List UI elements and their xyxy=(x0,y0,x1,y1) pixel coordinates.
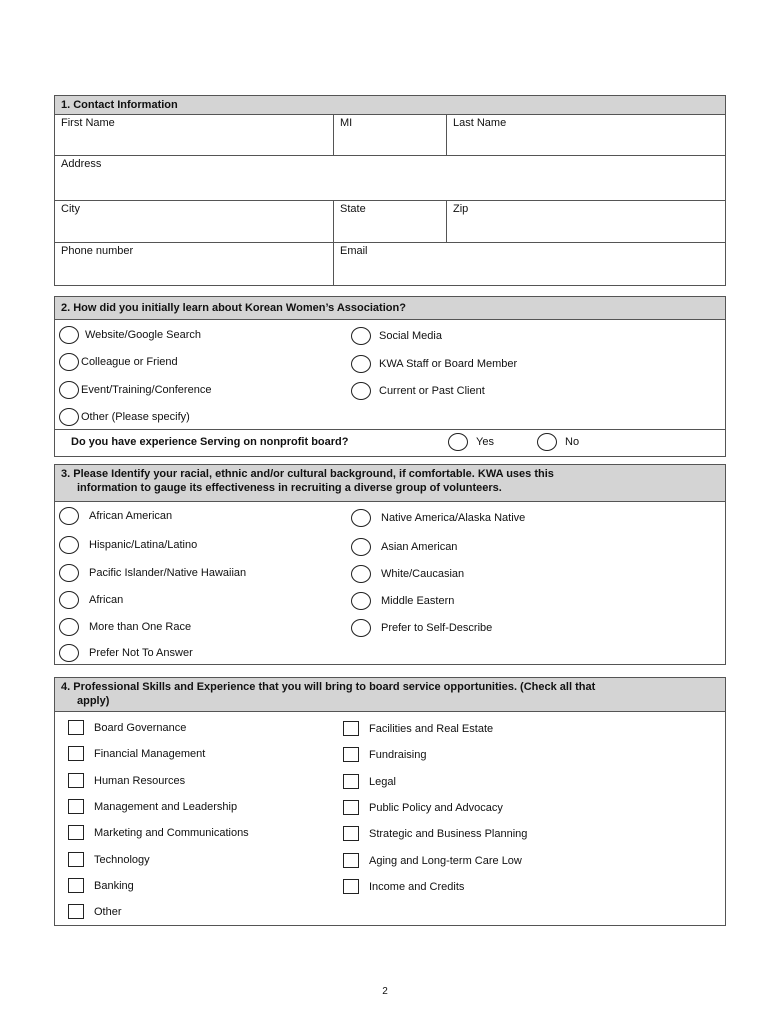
zip-field[interactable] xyxy=(446,201,725,242)
skill-banking[interactable] xyxy=(68,878,134,893)
checkbox-icon[interactable] xyxy=(343,879,359,894)
referral-source-section xyxy=(54,296,726,457)
skill-other[interactable] xyxy=(68,904,122,919)
radio-circle-icon[interactable] xyxy=(351,565,371,583)
checkbox-icon[interactable] xyxy=(343,774,359,789)
radio-circle-icon[interactable] xyxy=(448,433,468,451)
option-label: Asian American xyxy=(381,541,458,553)
radio-circle-icon[interactable] xyxy=(59,618,79,636)
phone-label: Phone number xyxy=(61,245,134,257)
radio-circle-icon[interactable] xyxy=(59,353,79,371)
last-name-label: Last Name xyxy=(453,117,507,129)
option-label: Native America/Alaska Native xyxy=(381,512,526,524)
address-field[interactable] xyxy=(55,156,725,200)
skill-financial-management[interactable] xyxy=(68,746,205,761)
option-label: Other (Please specify) xyxy=(81,411,190,423)
contact-information-section xyxy=(54,95,726,286)
checkbox-icon[interactable] xyxy=(68,799,84,814)
address-label: Address xyxy=(61,158,102,170)
radio-circle-icon[interactable] xyxy=(537,433,557,451)
skill-label: Technology xyxy=(94,853,150,866)
option-current-or-past-client[interactable] xyxy=(351,382,485,400)
yes-label: Yes xyxy=(476,436,494,448)
radio-circle-icon[interactable] xyxy=(351,619,371,637)
no-label: No xyxy=(565,436,580,448)
skill-label: Legal xyxy=(369,775,396,788)
option-label: White/Caucasian xyxy=(381,568,465,580)
skill-strategic-and-business-planning[interactable] xyxy=(343,826,527,841)
checkbox-icon[interactable] xyxy=(68,720,84,735)
skill-facilities-and-real-estate[interactable] xyxy=(343,721,493,736)
state-field[interactable] xyxy=(333,201,446,242)
skill-board-governance[interactable] xyxy=(68,720,186,735)
first-name-field[interactable] xyxy=(55,115,333,155)
option-label: Colleague or Friend xyxy=(81,356,178,368)
option-label: KWA Staff or Board Member xyxy=(379,358,518,370)
option-label: Prefer to Self-Describe xyxy=(381,622,493,634)
checkbox-icon[interactable] xyxy=(68,773,84,788)
first-name-label: First Name xyxy=(61,117,115,129)
option-other-please-specify[interactable] xyxy=(59,408,190,426)
mi-field[interactable] xyxy=(333,115,446,155)
board-experience-yes[interactable] xyxy=(448,433,494,451)
radio-circle-icon[interactable] xyxy=(59,591,79,609)
skill-label: Marketing and Communications xyxy=(94,826,249,839)
checkbox-icon[interactable] xyxy=(343,747,359,762)
skill-label: Fundraising xyxy=(369,748,427,761)
radio-circle-icon[interactable] xyxy=(351,592,371,610)
option-label: Prefer Not To Answer xyxy=(89,647,193,659)
skill-marketing-and-communications[interactable] xyxy=(68,825,249,840)
section-1-title: 1. Contact Information xyxy=(55,96,725,115)
option-asian-american[interactable] xyxy=(351,538,457,556)
board-experience-question: Do you have experience Serving on nonprofit board? xyxy=(71,436,349,448)
checkbox-icon[interactable] xyxy=(68,825,84,840)
skill-technology[interactable] xyxy=(68,852,150,867)
board-experience-no[interactable] xyxy=(537,433,579,451)
zip-label: Zip xyxy=(453,203,469,215)
radio-circle-icon[interactable] xyxy=(59,381,79,399)
radio-circle-icon[interactable] xyxy=(351,509,371,527)
option-label: More than One Race xyxy=(89,621,192,633)
skill-label: Public Policy and Advocacy xyxy=(369,801,503,814)
option-pacific-islander-native-hawaiian[interactable] xyxy=(59,564,246,582)
last-name-field[interactable] xyxy=(446,115,725,155)
phone-field[interactable] xyxy=(55,243,333,285)
section-2-title: 2. How did you initially learn about Korean Women’s Association? xyxy=(55,297,725,320)
email-label: Email xyxy=(340,245,368,257)
option-label: Event/Training/Conference xyxy=(81,384,212,396)
checkbox-icon[interactable] xyxy=(68,746,84,761)
checkbox-icon[interactable] xyxy=(343,826,359,841)
skill-management-and-leadership[interactable] xyxy=(68,799,237,814)
option-label: Pacific Islander/Native Hawaiian xyxy=(89,567,247,579)
checkbox-icon[interactable] xyxy=(68,852,84,867)
option-label: Current or Past Client xyxy=(379,385,485,397)
checkbox-icon[interactable] xyxy=(343,800,359,815)
checkbox-icon[interactable] xyxy=(343,853,359,868)
section-3-title xyxy=(55,465,725,502)
option-label: African xyxy=(89,594,124,606)
skill-label: Board Governance xyxy=(94,721,187,734)
checkbox-icon[interactable] xyxy=(68,904,84,919)
option-label: Hispanic/Latina/Latino xyxy=(89,539,198,551)
city-label: City xyxy=(61,203,80,215)
section-3-title-line-1: 3. Please Identify your racial, ethnic and/or cultural background, if comfortable. KWA uses this xyxy=(61,468,554,480)
option-african-american[interactable] xyxy=(59,507,172,525)
skill-label: Facilities and Real Estate xyxy=(369,722,494,735)
checkbox-icon[interactable] xyxy=(343,721,359,736)
radio-circle-icon[interactable] xyxy=(59,408,79,426)
option-label: Website/Google Search xyxy=(85,329,201,341)
state-label: State xyxy=(340,203,366,215)
skill-label: Human Resources xyxy=(94,774,186,787)
option-hispanic-latina-latino[interactable] xyxy=(59,536,197,554)
section-4-title xyxy=(55,678,725,712)
option-label: African American xyxy=(89,510,173,522)
radio-circle-icon[interactable] xyxy=(59,326,79,344)
option-native-america-alaska-native[interactable] xyxy=(351,509,525,527)
option-label: Social Media xyxy=(379,330,442,342)
option-african[interactable] xyxy=(59,591,123,609)
option-social-media[interactable] xyxy=(351,327,442,345)
skill-fundraising[interactable] xyxy=(343,747,426,762)
skill-label: Financial Management xyxy=(94,747,206,760)
option-more-than-one-race[interactable] xyxy=(59,618,191,636)
background-section xyxy=(54,464,726,665)
professional-skills-section xyxy=(54,677,726,926)
skill-human-resources[interactable] xyxy=(68,773,185,788)
option-website-google-search[interactable] xyxy=(59,326,201,344)
email-field[interactable] xyxy=(333,243,725,285)
mi-label: MI xyxy=(340,117,353,129)
skill-label: Income and Credits xyxy=(369,880,465,893)
radio-circle-icon[interactable] xyxy=(351,382,371,400)
option-colleague-or-friend[interactable] xyxy=(59,353,178,371)
option-white-caucasian[interactable] xyxy=(351,565,464,583)
skill-public-policy-and-advocacy[interactable] xyxy=(343,800,503,815)
section-4-title-line-1: 4. Professional Skills and Experience that you will bring to board service opportunities. (Check all that xyxy=(61,681,596,693)
skill-label: Strategic and Business Planning xyxy=(369,827,528,840)
option-kwa-staff-or-board-member[interactable] xyxy=(351,355,517,373)
option-prefer-to-self-describe[interactable] xyxy=(351,619,492,637)
section-3-title-line-2: information to gauge its effectiveness in recruiting a diverse group of volunteers. xyxy=(77,482,502,494)
option-event-training-conference[interactable] xyxy=(59,381,211,399)
radio-circle-icon[interactable] xyxy=(351,327,371,345)
skill-legal[interactable] xyxy=(343,774,396,789)
radio-circle-icon[interactable] xyxy=(59,507,79,525)
skill-aging-and-long-term-care-low[interactable] xyxy=(343,853,522,868)
radio-circle-icon[interactable] xyxy=(59,536,79,554)
radio-circle-icon[interactable] xyxy=(59,564,79,582)
option-prefer-not-to-answer[interactable] xyxy=(59,644,193,662)
option-label: Middle Eastern xyxy=(381,595,455,607)
skill-income-and-credits[interactable] xyxy=(343,879,464,894)
skill-label: Banking xyxy=(94,879,134,892)
city-field[interactable] xyxy=(55,201,333,242)
section-4-title-line-2: apply) xyxy=(77,695,110,707)
skill-label: Aging and Long-term Care Low xyxy=(369,854,522,867)
page-number: 2 xyxy=(382,986,388,997)
option-middle-eastern[interactable] xyxy=(351,592,454,610)
radio-circle-icon[interactable] xyxy=(351,538,371,556)
radio-circle-icon[interactable] xyxy=(59,644,79,662)
skill-label: Other xyxy=(94,905,122,918)
checkbox-icon[interactable] xyxy=(68,878,84,893)
radio-circle-icon[interactable] xyxy=(351,355,371,373)
skill-label: Management and Leadership xyxy=(94,800,238,813)
